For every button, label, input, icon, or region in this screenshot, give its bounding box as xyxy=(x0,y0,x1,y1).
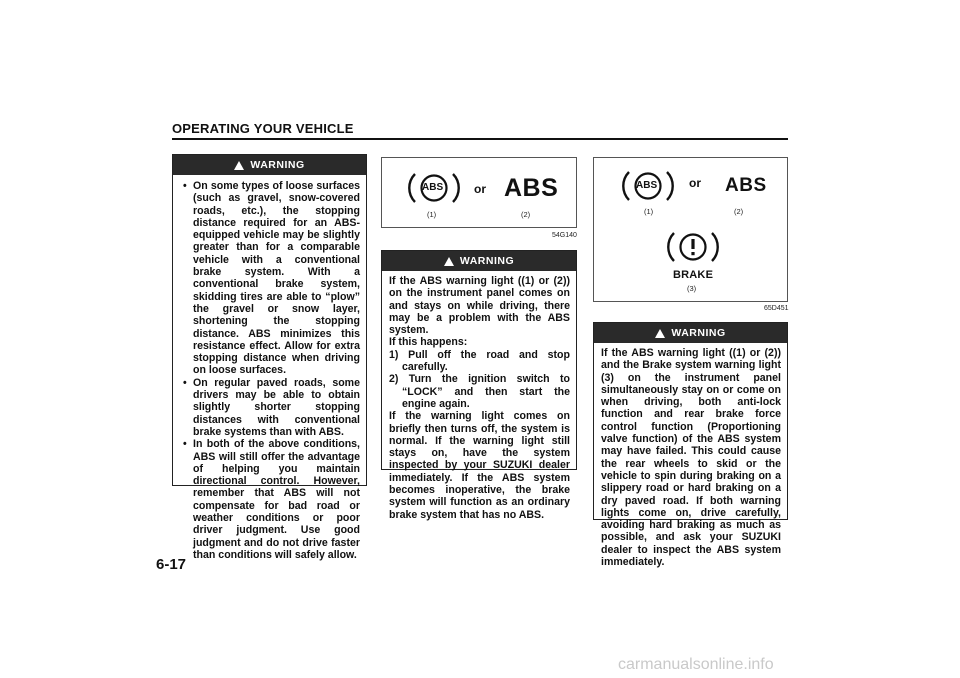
or-text: or xyxy=(689,176,701,190)
warning-body xyxy=(173,175,366,565)
warning-box-abs-light xyxy=(381,250,577,521)
warning-box-loose-surfaces xyxy=(172,154,367,561)
brake-warning-icon xyxy=(665,227,721,267)
figure-abs-brake-lights xyxy=(593,157,788,302)
label-2: (2) xyxy=(521,210,531,219)
warning-outro: If the warning light comes on briefly then turns off, the system is normal. If the warning light still stays on, have the system inspected by your SUZUKI dealer immediately. If the ABS system becomes inoperative, the brake system will function as an ordinary brake system that has no ABS. xyxy=(389,410,570,521)
abs-text-icon: ABS xyxy=(725,175,767,196)
warning-intro: If the ABS warning light ((1) or (2)) on the instrument panel comes on and stays on while driving, there may be a problem with the ABS system. xyxy=(389,275,570,337)
figure-abs-lights xyxy=(381,157,577,228)
section-header: OPERATING YOUR VEHICLE xyxy=(172,121,354,136)
warning-step-2: 2) Turn the ignition switch to “LOCK” and then start the engine again. xyxy=(389,373,570,410)
abs-circle-text: ABS xyxy=(422,182,444,193)
warning-heading: WARNING xyxy=(250,159,305,171)
warning-body xyxy=(594,343,787,572)
warning-heading: WARNING xyxy=(671,327,726,339)
warning-text: If the ABS warning light ((1) or (2)) and the Brake system warning light (3) on the instrument panel simultaneously stay on or come on when driving, both anti-lock function and rear brake force control function (Proportioning valve function) of the ABS system may have failed. This could cause the rear wheels to skid or the vehicle to spin during braking on a slippery road or hard braking on a dry paved road. If both warning lights come on, drive carefully, avoiding hard braking as much as possible, and ask your SUZUKI dealer to inspect the ABS system immediately. xyxy=(601,347,781,569)
warning-triangle-icon xyxy=(655,329,665,338)
or-text: or xyxy=(474,182,486,196)
abs-circle-text: ABS xyxy=(636,180,658,191)
page-number: 6-17 xyxy=(156,556,187,573)
label-1: (1) xyxy=(427,210,437,219)
warning-item: • On regular paved roads, some drivers may be able to obtain slightly shorter stopping distances with conventional brake systems than with ABS. xyxy=(180,377,360,438)
label-1: (1) xyxy=(644,207,654,216)
label-3: (3) xyxy=(687,284,697,293)
abs-text-icon: ABS xyxy=(504,174,559,202)
warning-header xyxy=(382,251,576,271)
label-2: (2) xyxy=(734,207,744,216)
warning-body xyxy=(382,271,576,525)
warning-triangle-icon xyxy=(234,161,244,170)
figure-code: 54G140 xyxy=(552,232,577,239)
figure-code: 65D451 xyxy=(764,305,789,312)
warning-header xyxy=(594,323,787,343)
header-rule xyxy=(172,138,788,140)
warning-step-1: 1) Pull off the road and stop carefully. xyxy=(389,348,570,374)
warning-happens: If this happens: xyxy=(389,336,468,349)
brake-text: BRAKE xyxy=(673,269,714,281)
warning-item: • On some types of loose surfaces (such as gravel, snow-covered roads, etc.), the stopping distance required for an ABS-equipped vehicle may be slightly greater than for a comparable vehicle with a conventional brake system. With a conventional brake system, skidding tires are able to “plow” the gravel or snow layer, shortening the stopping distance. ABS minimizes this resistance effect. Allow for extra stopping distance when driving on loose surfaces. xyxy=(180,180,360,377)
warning-header xyxy=(173,155,366,175)
warning-heading: WARNING xyxy=(459,255,515,267)
warning-triangle-icon xyxy=(444,257,454,266)
warning-box-abs-brake xyxy=(593,322,788,569)
warning-item: • In both of the above conditions, ABS will still offer the advantage of helping you maintain directional control. However, remember that ABS will not compensate for bad road or weather conditions or poor driver judgment. Use good judgment and do not drive faster than conditions will safely allow. xyxy=(180,438,360,561)
watermark: carmanualsonline.info xyxy=(618,656,774,673)
